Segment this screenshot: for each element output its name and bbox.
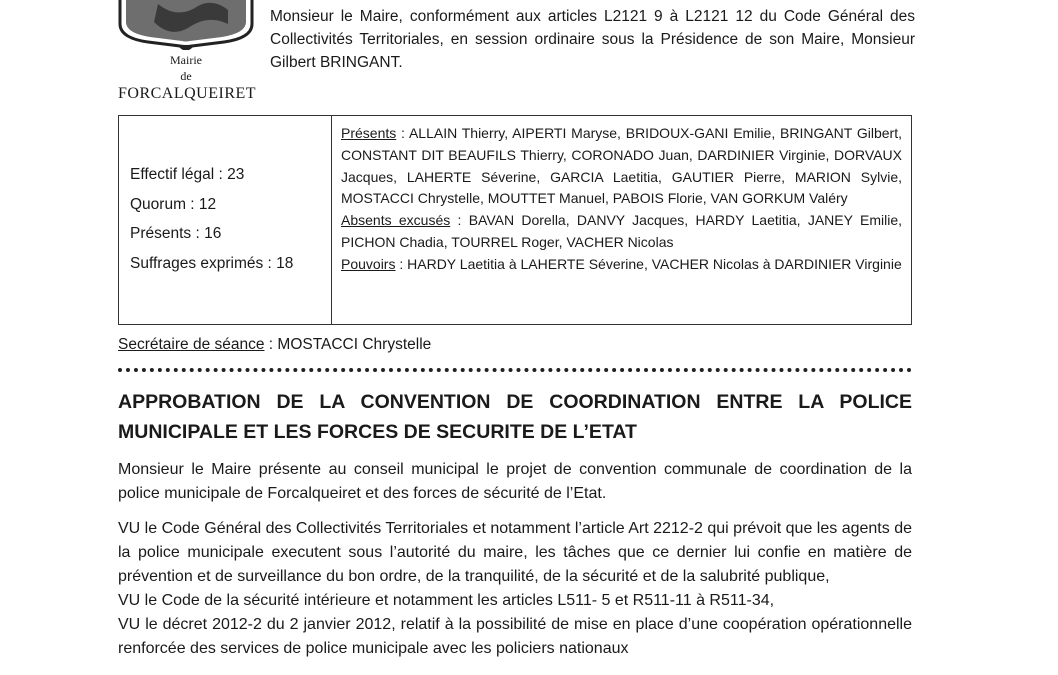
- secretaire-value: : MOSTACCI Chrystelle: [264, 336, 432, 353]
- pouvoirs-label: Pouvoirs: [341, 255, 396, 272]
- effectif-legal: Effectif légal : 23: [130, 166, 245, 183]
- body-paragraph-vu-csi: VU le Code de la sécurité intérieure et notamment les articles L511- 5 et R511-11 à R511-34,: [118, 592, 775, 609]
- attendance-table: [118, 115, 912, 325]
- logo-commune-name: FORCALQUEIRET: [118, 85, 257, 102]
- deliberation-title: [118, 387, 912, 447]
- quorum: Quorum : 12: [130, 195, 217, 213]
- absents-paragraph: [341, 210, 902, 254]
- absents-list: : BAVAN Dorella, DANVY Jacques, HARDY Laetitia, JANEY Emilie, PICHON Chadia, TOURREL Roger, VACHER Nicolas: [341, 212, 902, 250]
- logo-de-text: de: [180, 69, 192, 83]
- pouvoirs-paragraph: [341, 254, 902, 276]
- body-paragraph-vu-decret: VU le décret 2012-2 du 2 janvier 2012, relatif à la possibilité de mise en place d’une coopération opérationnelle renforcée des services de police municipale avec les policiers nationaux: [118, 616, 912, 657]
- dotted-separator: [118, 368, 912, 376]
- attendance-lists: [332, 116, 911, 324]
- secretaire-label: Secrétaire de séance: [118, 336, 265, 353]
- logo-mairie-text: Mairie: [170, 53, 202, 67]
- secretaire-de-seance: [118, 336, 431, 354]
- deliberation-body: [118, 458, 912, 661]
- session-intro: [270, 5, 915, 74]
- absents-label: Absents excusés: [341, 212, 451, 229]
- municipal-crest-logo: [118, 0, 254, 50]
- presents-paragraph: [341, 123, 902, 210]
- body-paragraph-vu-cgct: VU le Code Général des Collectivités Territoriales et notamment l’article Art 2212-2 qui prévoit que les agents de la police municipale executent sous l’autorité du maire, les tâches que ce dernier lui confie en matière de prévention et de surveillance du bon ordre, de la tranquilité, de la sécurité et de la salubrité publique,: [118, 520, 912, 585]
- presents-list: : ALLAIN Thierry, AIPERTI Maryse, BRIDOUX-GANI Emilie, BRINGANT Gilbert, CONSTANT DIT BEAUFILS Thierry, CORONADO Juan, DARDINIER Virginie, DORVAUX Jacques, LAHERTE Séverine, GARCIA Laetitia, GAUTIER Pierre, MARION Sylvie, MOSTACCI Chrystelle, MOUTTET Manuel, PABOIS Florie, VAN GORKUM Valéry: [341, 125, 902, 207]
- pouvoirs-list: : HARDY Laetitia à LAHERTE Séverine, VACHER Nicolas à DARDINIER Virginie: [395, 255, 902, 272]
- presents-count: Présents : 16: [130, 225, 222, 242]
- title-line-1: APPROBATION DE LA CONVENTION DE COORDINATION ENTRE LA POLICE: [118, 391, 912, 413]
- suffrages-exprimes: Suffrages exprimés : 18: [130, 254, 294, 272]
- title-line-2: MUNICIPALE ET LES FORCES DE SECURITE DE L’ETAT: [118, 421, 637, 443]
- presents-label: Présents: [341, 125, 397, 141]
- body-paragraph-presentation: Monsieur le Maire présente au conseil municipal le projet de convention communale de coordination de la police municipale de Forcalqueiret et des forces de sécurité de l’Etat.: [118, 461, 912, 502]
- attendance-counts: [119, 116, 332, 324]
- session-intro-text: Monsieur le Maire, conformément aux articles L2121 9 à L2121 12 du Code Général des Collectivités Territoriales, en session ordinaire sous la Présidence de son Maire, Monsieur Gilbert BRINGANT.: [270, 8, 915, 71]
